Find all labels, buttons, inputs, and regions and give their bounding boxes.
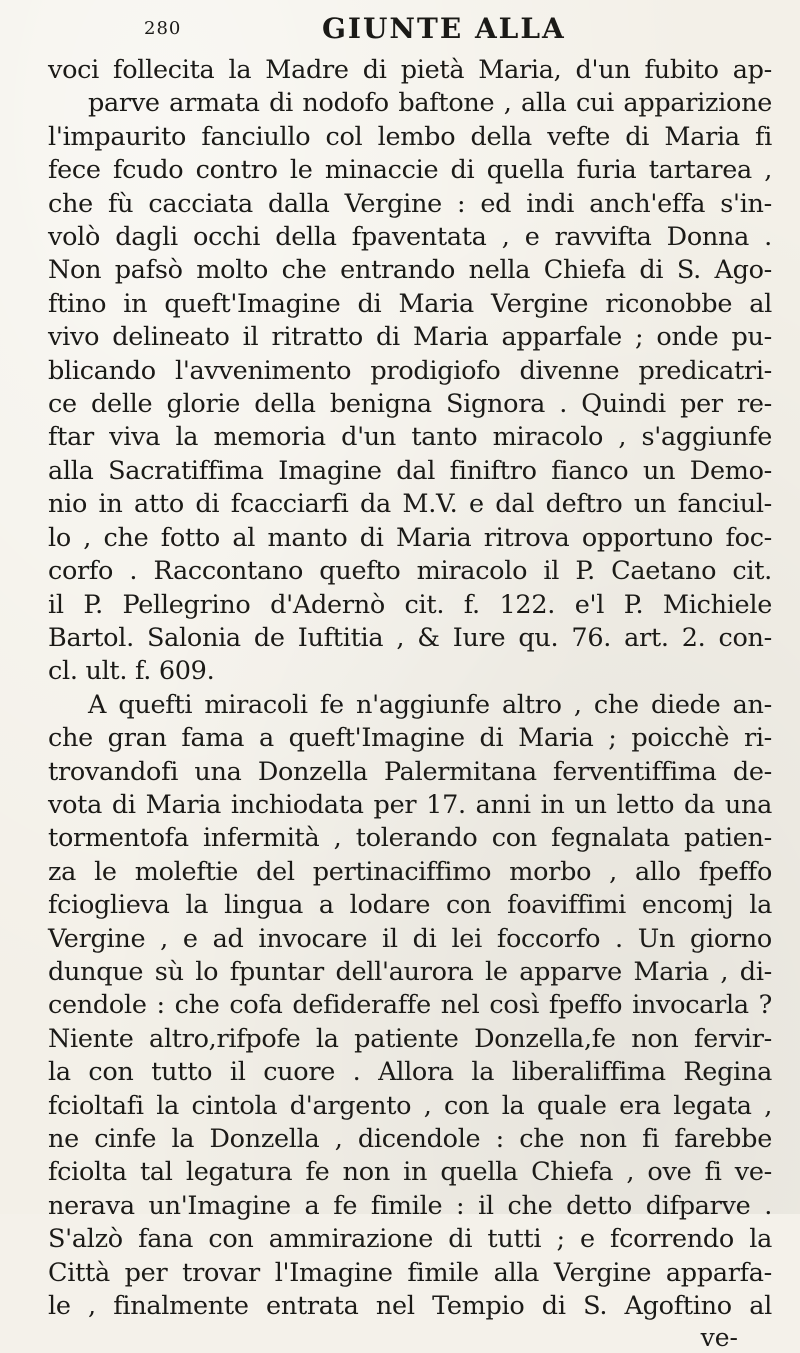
text-line: fcioltafi la cintola d'argento , con la quale era legata , [48, 1090, 772, 1121]
text-line: alla Sacratiffima Imagine dal finiftro fianco un Demo- [48, 455, 772, 486]
text-line: Vergine , e ad invocare il di lei foccorfo . Un giorno [48, 923, 772, 954]
text-line: blicando l'avvenimento prodigiofo divenne predicatri- [48, 355, 772, 386]
text-line: S'alzò fana con ammirazione di tutti ; e fcorrendo la [48, 1224, 772, 1255]
text-line: volò dagli occhi della fpaventata , e ravvifta Donna . [48, 222, 772, 253]
text-line: corfo . Raccontano quefto miracolo il P. Caetano cit. [48, 556, 772, 587]
body-text [48, 54, 772, 1353]
catchword: ve- [700, 1323, 738, 1353]
text-line: Bartol. Salonia de Iuftitia , & Iure qu. 76. art. 2. con- [48, 622, 772, 653]
text-line: ne cinfe la Donzella , dicendole : che non fi farebbe [48, 1124, 772, 1154]
running-head [144, 12, 772, 52]
running-title: GIUNTE ALLA [322, 12, 566, 45]
text-line: che gran fama a queft'Imagine di Maria ; poicchè ri- [48, 723, 772, 754]
page-number: 280 [144, 18, 182, 39]
text-line: Non pafsò molto che entrando nella Chiefa di S. Ago- [48, 255, 772, 286]
text-line: cendole : che cofa defideraffe nel così fpeffo invocarla ? [48, 990, 772, 1021]
text-line: fciolta tal legatura fe non in quella Chiefa , ove fi ve- [48, 1157, 772, 1188]
text-line: la con tutto il cuore . Allora la liberaliffima Regina [48, 1057, 772, 1088]
text-line: il P. Pellegrino d'Adernò cit. f. 122. e'l P. Michiele [48, 589, 772, 620]
text-line: fece fcudo contro le minaccie di quella furia tartarea , [48, 155, 772, 186]
text-line: vota di Maria inchiodata per 17. anni in un letto da una [48, 789, 772, 820]
text-line: voci follecita la Madre di pietà Maria, d'un fubito ap- [48, 55, 772, 85]
text-line: cl. ult. f. 609. [48, 656, 215, 687]
text-line: za le moleftie del pertinaciffimo morbo , allo fpeffo [48, 856, 772, 887]
text-line: lo , che fotto al manto di Maria ritrova opportuno foc- [48, 522, 772, 553]
text-line: ftino in queft'Imagine di Maria Vergine riconobbe al [48, 288, 772, 319]
text-line: A quefti miracoli fe n'aggiunfe altro , che diede an- [88, 689, 772, 720]
text-line: Città per trovar l'Imagine fimile alla Vergine apparfa- [48, 1257, 772, 1288]
text-line: vivo delineato il ritratto di Maria apparfale ; onde pu- [48, 322, 772, 353]
text-line: che fù cacciata dalla Vergine : ed indi anch'effa s'in- [48, 188, 772, 219]
text-line: le , finalmente entrata nel Tempio di S. Agoftino al [48, 1291, 772, 1322]
text-line: nerava un'Imagine a fe fimile : il che detto difparve . [48, 1190, 772, 1221]
text-line: l'impaurito fanciullo col lembo della vefte di Maria fi [48, 121, 772, 152]
text-line: ftar viva la memoria d'un tanto miracolo , s'aggiunfe [48, 422, 772, 453]
text-line: parve armata di nodofo baftone , alla cui apparizione [88, 88, 772, 119]
text-line: nio in atto di fcacciarfi da M.V. e dal deftro un fanciul- [48, 489, 772, 520]
text-line: tormentofa infermità , tolerando con fegnalata patien- [48, 823, 772, 854]
text-line: dunque sù lo fpuntar dell'aurora le apparve Maria , di- [48, 956, 772, 987]
text-line: Niente altro,rifpofe la patiente Donzella,fe non fervir- [48, 1023, 772, 1054]
text-line: trovandofi una Donzella Palermitana ferventiffima de- [48, 756, 772, 787]
text-line: ce delle glorie della benigna Signora . Quindi per re- [48, 389, 772, 420]
text-line: fcioglieva la lingua a lodare con foaviffimi encomj la [48, 890, 772, 921]
